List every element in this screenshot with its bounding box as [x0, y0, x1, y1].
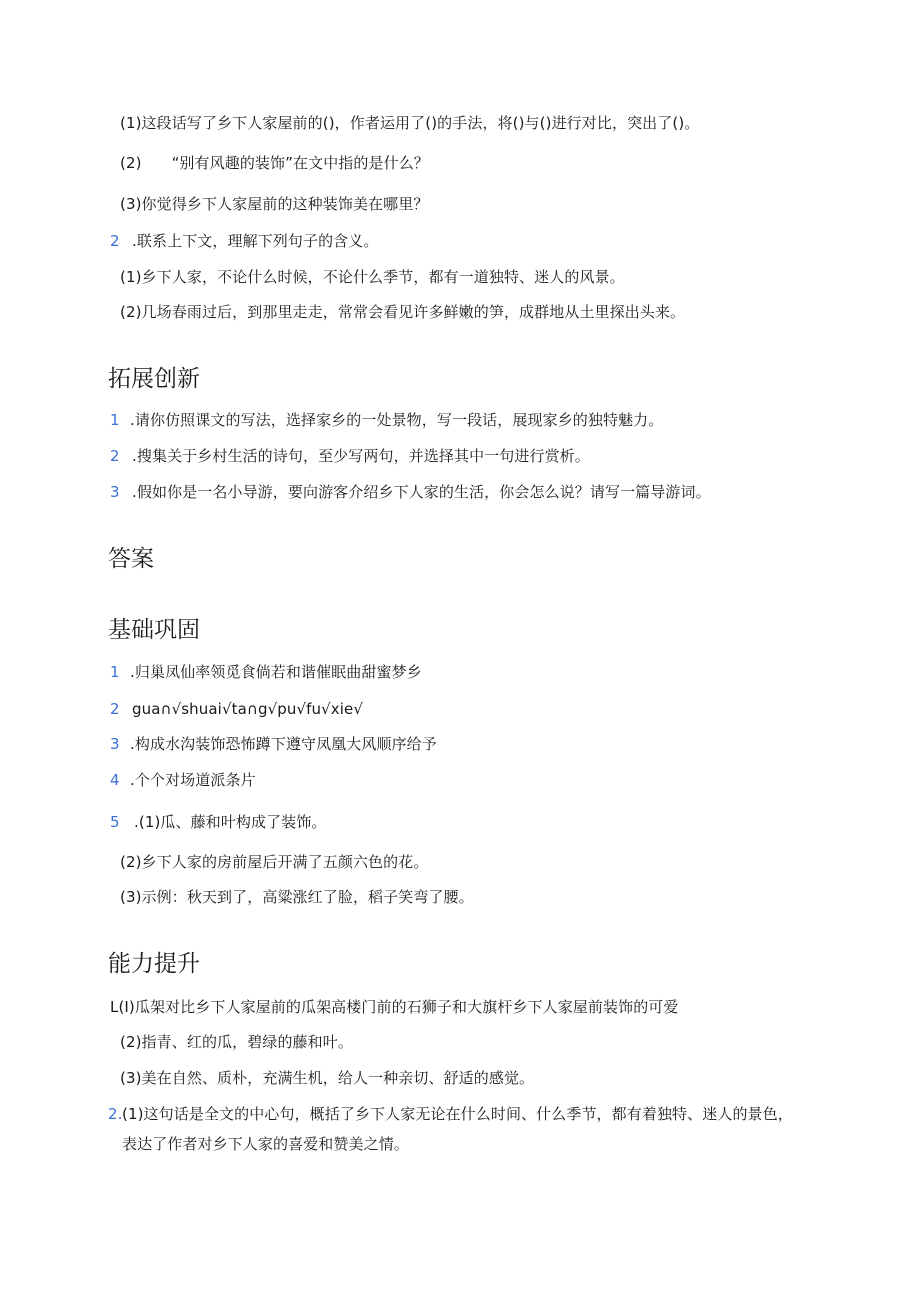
- basic-answer-4: [110, 769, 256, 791]
- extend-heading: 拓展创新: [108, 366, 200, 392]
- basic-answer-5: [110, 811, 327, 833]
- ability-answer-2: [108, 1103, 793, 1125]
- question-2-number: 2: [110, 232, 120, 250]
- ability-answer-2-line-1: (1)这句话是全文的中心句，概括了乡下人家无论在什么时间、什么季节，都有着独特、迷人的景色，: [122, 1105, 793, 1123]
- extend-item-3-number: 3: [110, 483, 120, 501]
- basic-answer-5-text: .(1)瓜、藤和叶构成了装饰。: [134, 813, 327, 831]
- extend-item-2-number: 2: [110, 447, 120, 465]
- extend-item-2-text: .搜集关于乡村生活的诗句，至少写两句，并选择其中一句进行赏析。: [132, 447, 590, 465]
- question-1-part-2: [120, 152, 429, 174]
- basic-answer-2: [110, 698, 363, 720]
- extend-item-1-text: .请你仿照课文的写法，选择家乡的一处景物，写一段话，展现家乡的独特魅力。: [130, 411, 664, 429]
- basic-answer-5-part-3: (3)示例：秋天到了，高粱涨红了脸，稻子笑弯了腰。: [120, 888, 474, 906]
- basic-answer-4-text: .个个对场道派条片: [130, 771, 256, 789]
- extend-item-3: [110, 481, 711, 503]
- ability-answer-1: L(I)瓜架对比乡下人家屋前的瓜架高楼门前的石狮子和大旗杆乡下人家屋前装饰的可爱: [110, 998, 679, 1016]
- question-1-part-2-number: (2): [120, 154, 142, 172]
- ability-answer-1-part-2: (2)指青、红的瓜，碧绿的藤和叶。: [120, 1033, 353, 1051]
- question-1-part-1: (1)这段话写了乡下人家屋前的()，作者运用了()的手法，将()与()进行对比，突出了()。: [120, 114, 700, 132]
- basic-answer-2-text: gua∩√shuai√ta∩g√pu√fu√xie√: [132, 700, 363, 718]
- ability-answer-1-part-3: (3)美在自然、质朴，充满生机，给人一种亲切、舒适的感觉。: [120, 1069, 535, 1087]
- extend-item-1-number: 1: [110, 411, 120, 429]
- basic-answer-2-number: 2: [110, 700, 120, 718]
- basic-answer-5-part-2: (2)乡下人家的房前屋后开满了五颜六色的花。: [120, 853, 429, 871]
- extend-item-3-text: .假如你是一名小导游，要向游客介绍乡下人家的生活，你会怎么说？请写一篇导游词。: [132, 483, 711, 501]
- question-1-part-2-text: “别有风趣的装饰”在文中指的是什么？: [171, 154, 429, 172]
- basic-heading: 基础巩固: [108, 617, 200, 643]
- extend-item-2: [110, 445, 590, 467]
- basic-answer-1-text: .归巢凤仙率领觅食倘若和谐催眠曲甜蜜梦乡: [130, 663, 422, 681]
- question-2: [110, 230, 378, 252]
- basic-answer-3-text: .构成水沟装饰恐怖蹲下遵守凤凰大风顺序给予: [130, 735, 437, 753]
- question-2-text: .联系上下文，理解下列句子的含义。: [132, 232, 379, 250]
- answers-heading: 答案: [108, 546, 154, 572]
- question-2-part-1: (1)乡下人家，不论什么时候，不论什么季节，都有一道独特、迷人的风景。: [120, 268, 625, 286]
- extend-item-1: [110, 409, 663, 431]
- ability-answer-2-number: 2.: [108, 1105, 123, 1123]
- ability-answer-2-line-2: 表达了作者对乡下人家的喜爱和赞美之情。: [122, 1135, 409, 1153]
- basic-answer-3-number: 3: [110, 735, 120, 753]
- basic-answer-3: [110, 733, 437, 755]
- basic-answer-1-number: 1: [110, 663, 120, 681]
- question-2-part-2: (2)几场春雨过后，到那里走走，常常会看见许多鲜嫩的笋，成群地从土里探出头来。: [120, 303, 686, 321]
- basic-answer-5-number: 5: [110, 813, 120, 831]
- question-1-part-3: (3)你觉得乡下人家屋前的这种装饰美在哪里？: [120, 195, 429, 213]
- ability-heading: 能力提升: [108, 951, 200, 977]
- basic-answer-1: [110, 661, 422, 683]
- basic-answer-4-number: 4: [110, 771, 120, 789]
